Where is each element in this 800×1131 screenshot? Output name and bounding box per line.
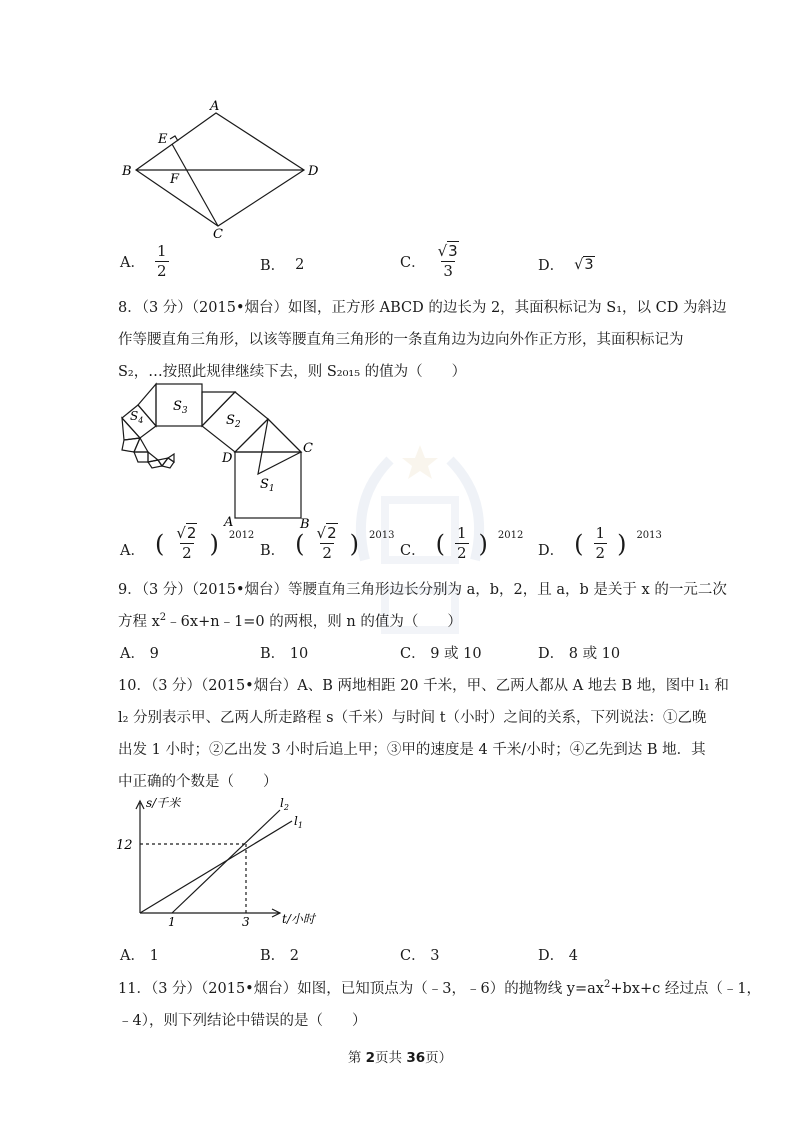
- sqrt-expression: √3: [574, 256, 594, 273]
- total-pages: 36: [406, 1050, 426, 1066]
- fraction: $\frac{√2}{2}$: [176, 524, 197, 562]
- q7-label-E: E: [158, 132, 168, 147]
- q10-label-l1: $l_1$: [294, 814, 303, 830]
- q10-choice-b[interactable]: B． 2: [260, 948, 299, 964]
- q10-stem-line-4: 中正确的个数是（ ）: [118, 774, 278, 790]
- q8-label-S4: $S_4$: [130, 409, 144, 425]
- q10-stem-line-2: l₂ 分别表示甲、乙两人所走路程 s（千米）与时间 t（小时）之间的关系，下列说法：①乙晚: [118, 710, 707, 726]
- q9-stem-line-2: 方程 $x^2﹣6x+n﹣1=0$ 的两根，则 n 的值为（ ）: [118, 612, 462, 630]
- q8-label-D: D: [222, 451, 233, 466]
- q8-choice-b[interactable]: B． ( $\frac{√2}{2}$ ) 2013: [260, 524, 395, 562]
- line-l1: [140, 821, 292, 913]
- q7-choice-b[interactable]: B． 2: [260, 256, 305, 274]
- q10-label-l2: $l_2$: [280, 796, 289, 812]
- q8-stem-line-2: 作等腰直角三角形，以该等腰直角三角形的一条直角边为边向外作正方形，其面积标记为: [118, 332, 684, 348]
- q8-label-S3: $S_3$: [173, 399, 188, 416]
- q7-label-A: A: [210, 99, 220, 114]
- page-number: 2: [365, 1050, 376, 1066]
- q7-label-F: F: [170, 172, 180, 187]
- q8-stem-line-3: S₂，…按照此规律继续下去，则 S₂₀₁₅ 的值为（ ）: [118, 364, 467, 380]
- q8-label-S2: $S_2$: [226, 413, 241, 430]
- q11-stem-line-2: ﹣4），则下列结论中错误的是（ ）: [118, 1013, 367, 1029]
- q7-label-C: C: [213, 227, 223, 238]
- q7-choices: [118, 244, 678, 284]
- q10-stem-line-3: 出发 1 小时；②乙出发 3 小时后追上甲；③甲的速度是 4 千米/小时；④乙先到达 B 地．其: [118, 742, 706, 758]
- q8-choices: [118, 526, 678, 566]
- line-l2: [172, 810, 280, 913]
- q8-squares-figure: [118, 380, 328, 530]
- q9-choice-d[interactable]: D． 8 或 10: [538, 646, 621, 662]
- fraction: $\frac{1}{2}$: [456, 524, 467, 562]
- q8-label-B: B: [300, 517, 310, 530]
- q10-distance-time-graph: [112, 795, 332, 935]
- fraction: $\frac{√3}{3}$: [437, 242, 458, 280]
- fraction: $\frac{1}{2}$: [156, 242, 167, 280]
- q10-x-tick-3: 3: [242, 915, 250, 929]
- q8-choice-d[interactable]: D． ( $\frac{1}{2}$ ) 2013: [538, 524, 662, 562]
- fraction: $\frac{1}{2}$: [595, 524, 606, 562]
- q10-choice-a[interactable]: A． 1: [120, 948, 159, 964]
- q10-stem-line-1: 10．（3 分）（2015•烟台）A、B 两地相距 20 千米，甲、乙两人都从 A 地去 B 地，图中 l₁ 和: [118, 678, 729, 694]
- fraction: $\frac{√2}{2}$: [316, 524, 337, 562]
- q7-choice-d[interactable]: D． √3: [538, 256, 594, 274]
- page-footer: 第 2页共 36页）: [347, 1050, 453, 1066]
- q7-choice-c[interactable]: C． $\frac{√3}{3}$: [400, 244, 461, 279]
- q11-stem-line-1: 11．（3 分）（2015•烟台）如图，已知顶点为（﹣3，﹣6）的抛物线 $y=ax^2+bx+c$ 经过点（﹣1，: [118, 979, 762, 997]
- q9-stem-line-1: 9．（3 分）（2015•烟台）等腰直角三角形边长分别为 a，b，2，且 a，b 是关于 x 的一元二次: [118, 582, 727, 598]
- q7-label-D: D: [308, 164, 319, 179]
- q10-x-tick-1: 1: [168, 915, 176, 929]
- q10-x-axis-label: t/小时: [282, 912, 315, 926]
- q10-y-axis-label: s/千米: [146, 796, 181, 810]
- q7-choice-a[interactable]: A． $\frac{1}{2}$: [120, 242, 167, 280]
- q9-choice-b[interactable]: B． 10: [260, 646, 309, 662]
- q10-choice-d[interactable]: D． 4: [538, 948, 578, 964]
- q9-choice-a[interactable]: A． 9: [120, 646, 159, 662]
- q8-stem-line-1: 8．（3 分）（2015•烟台）如图，正方形 ABCD 的边长为 2，其面积标记为 S₁，以 CD 为斜边: [118, 300, 727, 316]
- q8-label-A: A: [224, 515, 234, 530]
- q7-label-B: B: [122, 164, 132, 179]
- q8-label-S1: $S_1$: [260, 477, 275, 494]
- q9-choice-c[interactable]: C． 9 或 10: [400, 646, 482, 662]
- q8-choice-a[interactable]: A． ( $\frac{√2}{2}$ ) 2012: [120, 524, 255, 562]
- q7-rhombus-figure: [120, 98, 330, 238]
- q10-y-tick-12: 12: [116, 838, 133, 853]
- q10-choice-c[interactable]: C． 3: [400, 948, 440, 964]
- q8-choice-c[interactable]: C． ( $\frac{1}{2}$ ) 2012: [400, 524, 524, 562]
- q8-label-C: C: [303, 441, 313, 456]
